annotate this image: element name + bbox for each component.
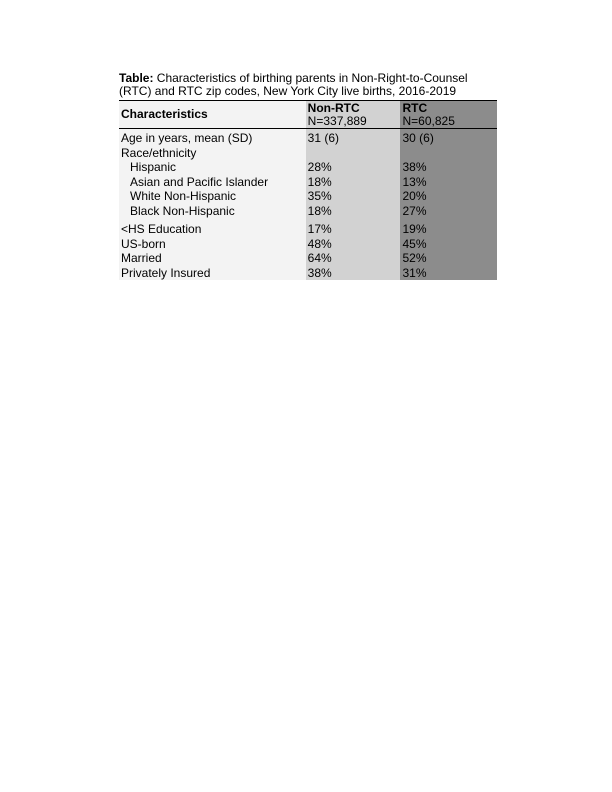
cell-rtc xyxy=(400,146,497,161)
table-row xyxy=(119,251,497,266)
table-row xyxy=(119,237,497,252)
table-row xyxy=(119,218,497,237)
row-label: White Non-Hispanic xyxy=(119,189,306,204)
header-non-rtc xyxy=(306,101,401,129)
cell-non-rtc xyxy=(306,146,401,161)
header-non-rtc-n: N=337,889 xyxy=(307,113,367,128)
cell-rtc: 20% xyxy=(400,189,497,204)
cell-rtc: 31% xyxy=(400,266,497,281)
row-label: Married xyxy=(119,251,306,266)
cell-non-rtc: 48% xyxy=(306,237,401,252)
table-row xyxy=(119,175,497,190)
caption-text: Characteristics of birthing parents in Non-Right-to-Counsel (RTC) and RTC zip codes, New York City live births, 2016-2019 xyxy=(119,71,468,98)
row-label: <HS Education xyxy=(119,218,306,237)
table-row xyxy=(119,204,497,219)
cell-non-rtc: 64% xyxy=(306,251,401,266)
header-characteristics: Characteristics xyxy=(119,101,306,129)
table-header-row xyxy=(119,101,497,129)
row-label: Black Non-Hispanic xyxy=(119,204,306,219)
table-row xyxy=(119,189,497,204)
header-rtc-n: N=60,825 xyxy=(402,113,455,128)
cell-rtc: 38% xyxy=(400,160,497,175)
row-label: Race/ethnicity xyxy=(119,146,306,161)
caption-label: Table: xyxy=(119,71,154,85)
cell-rtc: 52% xyxy=(400,251,497,266)
cell-rtc: 30 (6) xyxy=(400,129,497,146)
cell-non-rtc: 38% xyxy=(306,266,401,281)
table-row xyxy=(119,146,497,161)
characteristics-table xyxy=(119,100,497,280)
cell-rtc: 13% xyxy=(400,175,497,190)
table-row xyxy=(119,266,497,281)
table-row xyxy=(119,129,497,146)
cell-non-rtc: 31 (6) xyxy=(306,129,401,146)
cell-rtc: 19% xyxy=(400,218,497,237)
table-row xyxy=(119,160,497,175)
cell-non-rtc: 18% xyxy=(306,204,401,219)
cell-non-rtc: 17% xyxy=(306,218,401,237)
table-caption xyxy=(119,72,499,98)
cell-rtc: 45% xyxy=(400,237,497,252)
row-label: Asian and Pacific Islander xyxy=(119,175,306,190)
row-label: Privately Insured xyxy=(119,266,306,281)
header-rtc xyxy=(400,101,497,129)
header-rtc-name: RTC xyxy=(402,101,428,115)
row-label: Hispanic xyxy=(119,160,306,175)
header-non-rtc-name: Non-RTC xyxy=(307,101,360,115)
cell-non-rtc: 18% xyxy=(306,175,401,190)
row-label: Age in years, mean (SD) xyxy=(119,129,306,146)
cell-non-rtc: 28% xyxy=(306,160,401,175)
cell-non-rtc: 35% xyxy=(306,189,401,204)
cell-rtc: 27% xyxy=(400,204,497,219)
row-label: US-born xyxy=(119,237,306,252)
